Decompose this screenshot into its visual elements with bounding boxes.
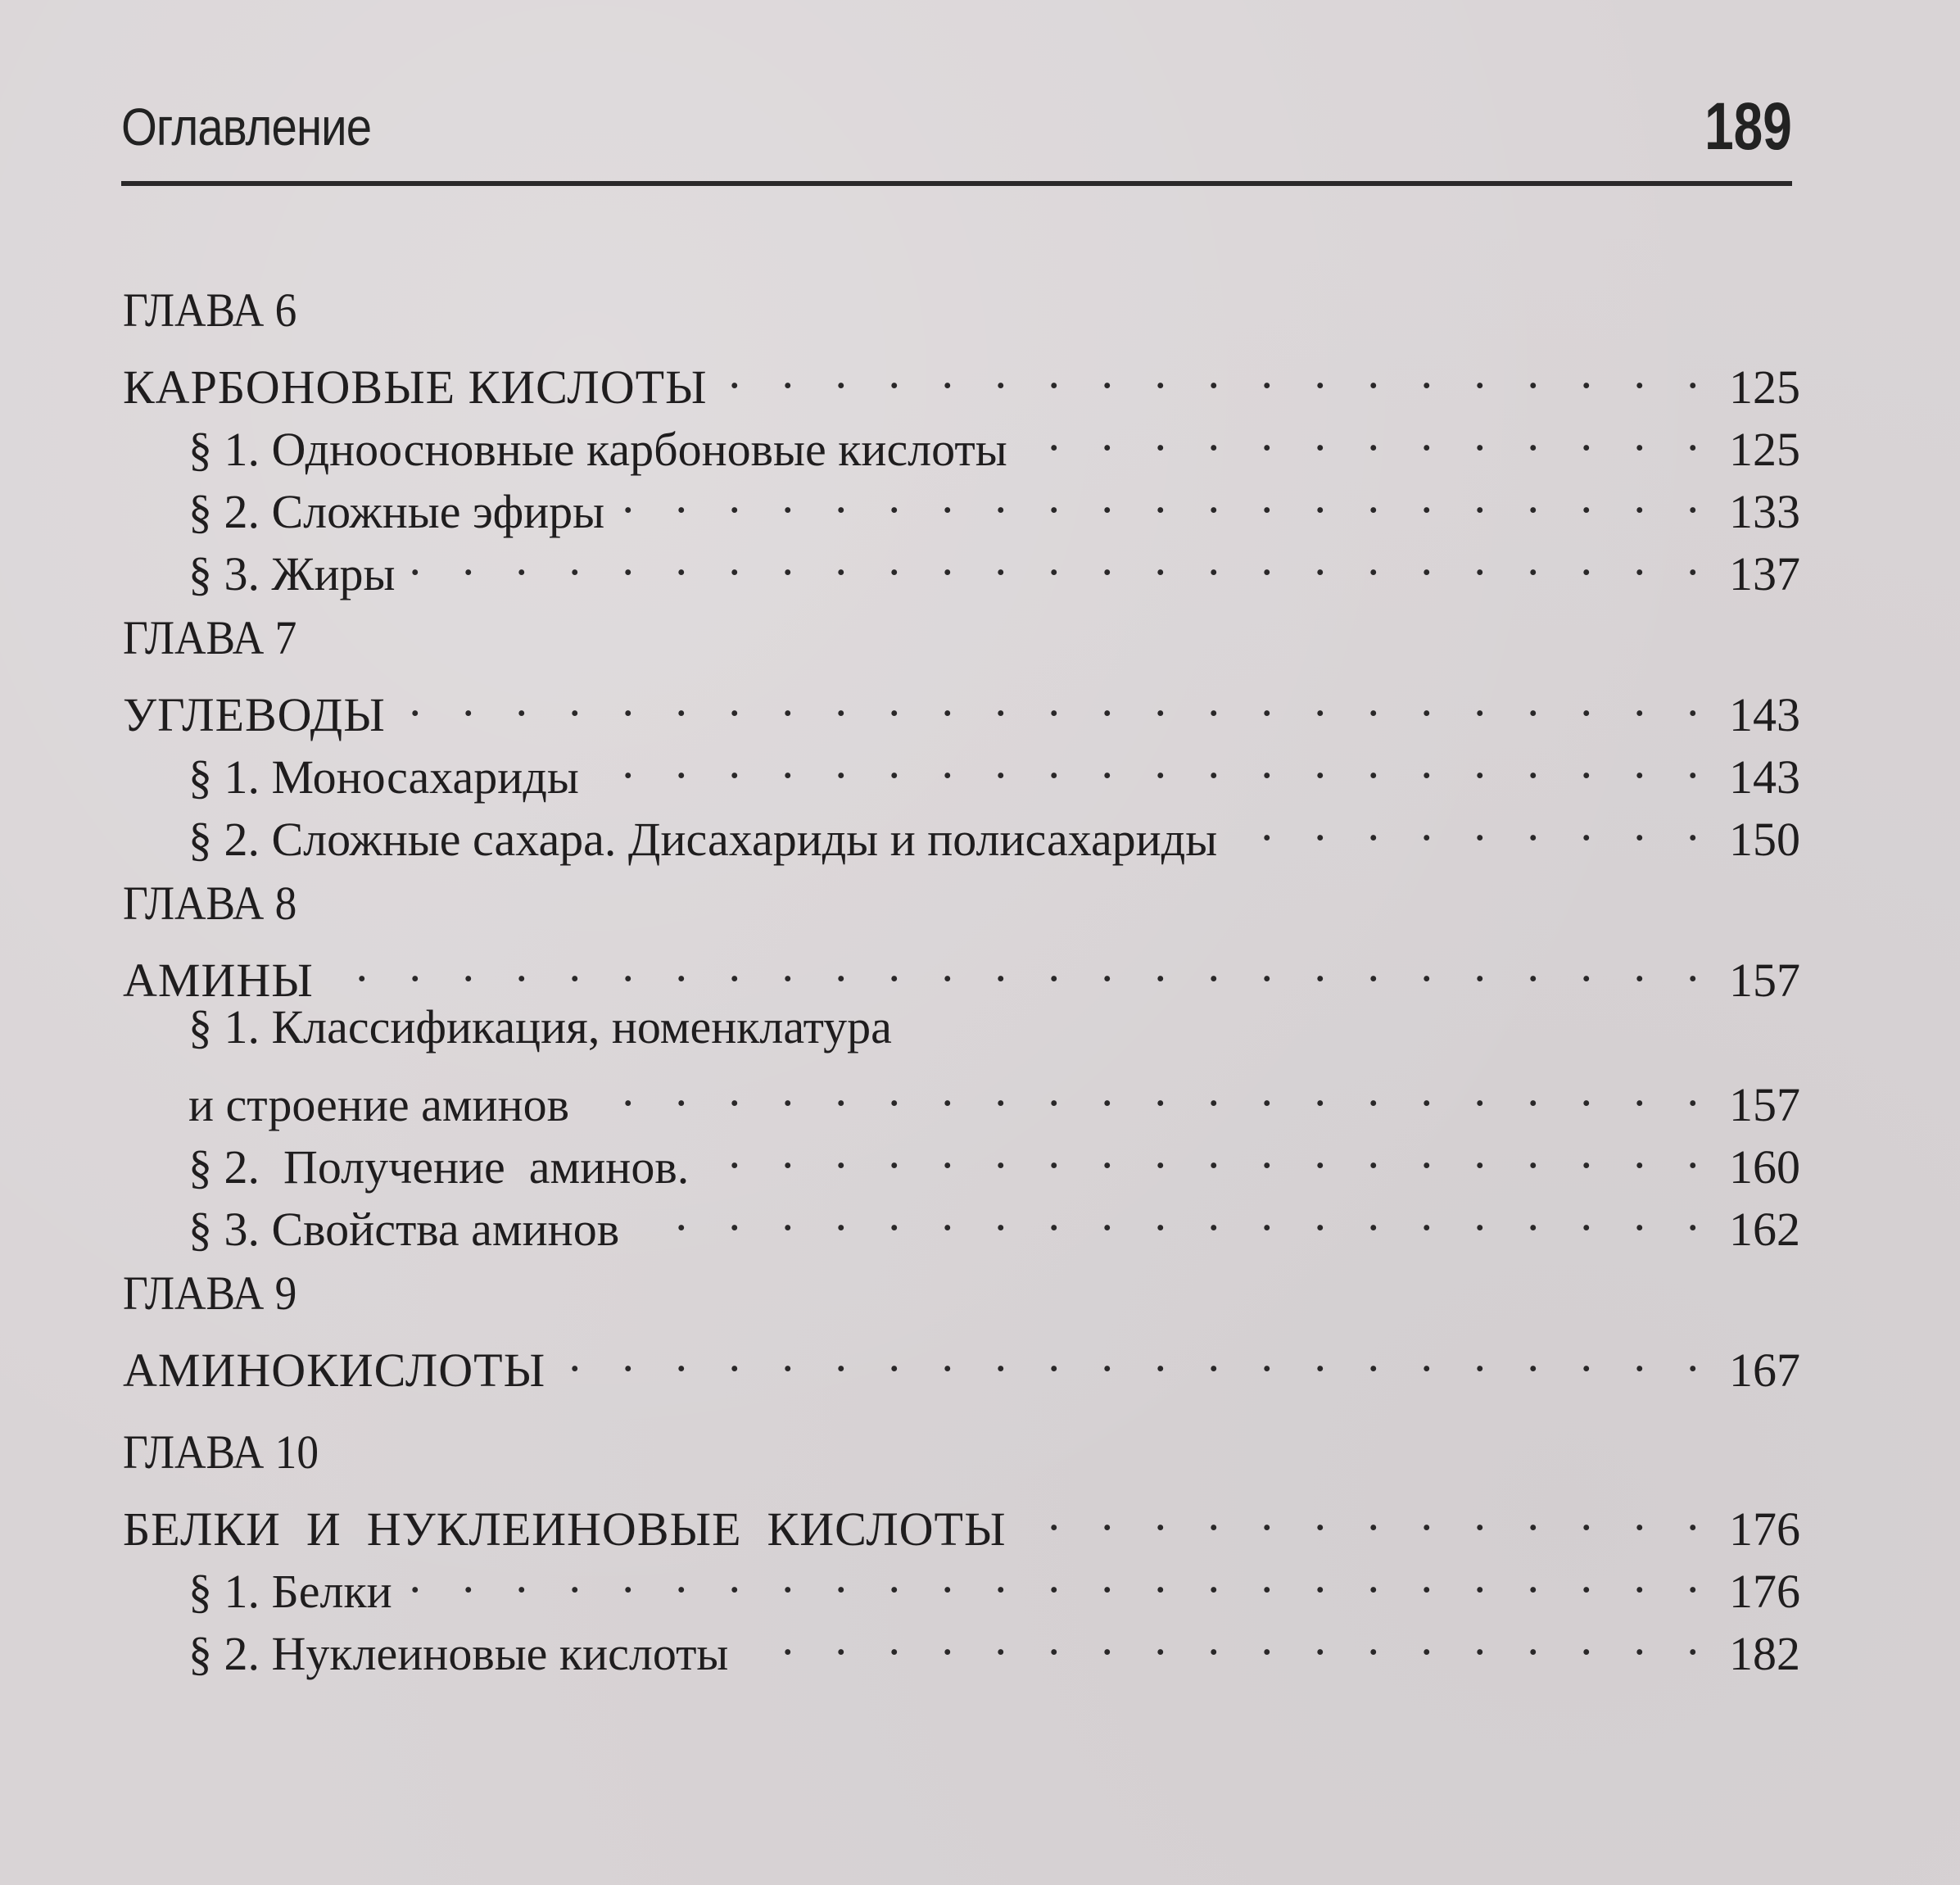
entry-page: 137 bbox=[1729, 547, 1800, 600]
dot-leader bbox=[632, 1183, 1713, 1245]
entry-title: КАРБОНОВЫЕ КИСЛОТЫ bbox=[123, 360, 708, 414]
toc-entry-chapter-title[interactable] bbox=[123, 668, 1800, 741]
dot-leader bbox=[559, 1324, 1713, 1386]
entry-page: 157 bbox=[1729, 954, 1800, 1007]
toc-entry-chapter-title[interactable] bbox=[123, 1483, 1800, 1556]
toc-entry-section-line2[interactable] bbox=[123, 1058, 1800, 1131]
entry-title: § 2. Нуклеиновые кислоты bbox=[188, 1627, 729, 1680]
entry-page: 133 bbox=[1729, 485, 1800, 538]
dot-leader bbox=[327, 934, 1713, 996]
entry-page: 125 bbox=[1729, 360, 1800, 414]
entry-page: 143 bbox=[1729, 688, 1800, 741]
entry-title: АМИНОКИСЛОТЫ bbox=[123, 1344, 546, 1397]
toc-chapter-10 bbox=[123, 1422, 1800, 1680]
entry-title: § 1. Моносахариды bbox=[188, 750, 579, 804]
entry-page: 176 bbox=[1729, 1502, 1800, 1556]
chapter-label: ГЛАВА 9 bbox=[123, 1266, 297, 1320]
toc-chapter-8 bbox=[123, 873, 1800, 1256]
entry-title: § 2. Получение аминов. bbox=[188, 1140, 690, 1194]
header-rule bbox=[121, 181, 1792, 186]
chapter-label: ГЛАВА 7 bbox=[123, 611, 297, 664]
toc-entry-chapter-title[interactable] bbox=[123, 1324, 1800, 1397]
dot-leader bbox=[582, 1058, 1713, 1121]
entry-page: 162 bbox=[1729, 1203, 1800, 1256]
chapter-label: ГЛАВА 10 bbox=[123, 1425, 319, 1479]
entry-title: § 1. Белки bbox=[188, 1565, 392, 1618]
dot-leader bbox=[721, 341, 1713, 403]
toc-chapter-7 bbox=[123, 608, 1800, 866]
entry-page: 157 bbox=[1729, 1078, 1800, 1131]
entry-page: 167 bbox=[1729, 1344, 1800, 1397]
toc-chapter-6 bbox=[123, 280, 1800, 600]
entry-title: § 3. Свойства аминов bbox=[188, 1203, 620, 1256]
toc-chapter-9 bbox=[123, 1263, 1800, 1397]
dot-leader bbox=[405, 1545, 1713, 1607]
running-head bbox=[121, 88, 1792, 170]
entry-title: § 1. Одноосновные карбоновые кислоты bbox=[188, 423, 1007, 476]
entry-page: 182 bbox=[1729, 1627, 1800, 1680]
entry-page: 125 bbox=[1729, 423, 1800, 476]
dot-leader bbox=[592, 731, 1713, 793]
toc-entry-chapter-title[interactable] bbox=[123, 341, 1800, 414]
dot-leader bbox=[618, 465, 1713, 528]
entry-title: и строение аминов bbox=[188, 1078, 570, 1131]
dot-leader bbox=[1020, 1483, 1713, 1545]
entry-title: АМИНЫ bbox=[123, 954, 314, 1007]
dot-leader bbox=[408, 528, 1713, 590]
dot-leader bbox=[702, 1121, 1713, 1183]
toc-entry-chapter-title[interactable] bbox=[123, 934, 1800, 1007]
entry-title: § 2. Сложные сахара. Дисахариды и полисахариды bbox=[188, 813, 1218, 866]
running-title: Оглавление bbox=[121, 97, 372, 156]
dot-leader bbox=[741, 1607, 1713, 1670]
page-number: 189 bbox=[1704, 89, 1792, 164]
chapter-label: ГЛАВА 8 bbox=[123, 877, 297, 930]
table-of-contents bbox=[123, 280, 1800, 1688]
dot-leader bbox=[1021, 403, 1713, 465]
entry-title: § 3. Жиры bbox=[188, 547, 396, 600]
entry-page: 160 bbox=[1729, 1140, 1800, 1194]
entry-title: БЕЛКИ И НУКЛЕИНОВЫЕ КИСЛОТЫ bbox=[123, 1502, 1007, 1556]
entry-title: § 2. Сложные эфиры bbox=[188, 485, 605, 538]
entry-title: § 1. Классификация, номенклатура bbox=[188, 1000, 892, 1054]
entry-page: 176 bbox=[1729, 1565, 1800, 1618]
toc-entry-section-line1[interactable] bbox=[123, 996, 1800, 1058]
entry-page: 150 bbox=[1729, 813, 1800, 866]
dot-leader bbox=[399, 668, 1713, 731]
entry-page: 143 bbox=[1729, 750, 1800, 804]
entry-title: УГЛЕВОДЫ bbox=[123, 688, 386, 741]
chapter-label: ГЛАВА 6 bbox=[123, 283, 297, 337]
dot-leader bbox=[1230, 793, 1713, 855]
